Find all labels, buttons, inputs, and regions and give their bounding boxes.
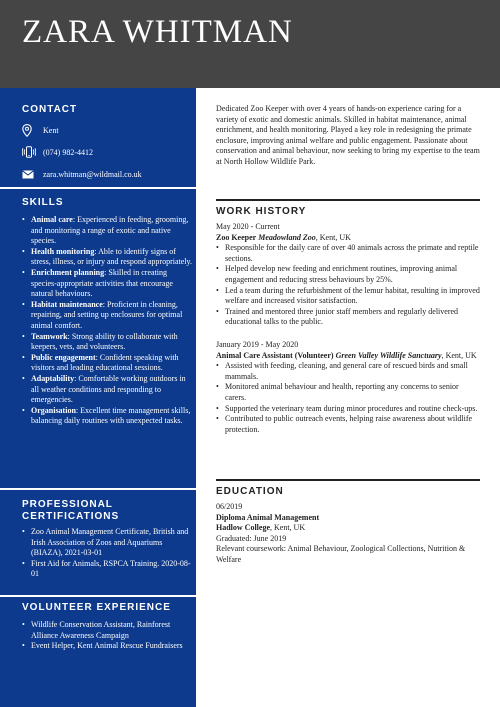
list-item: • Trained and mentored three junior staff members and regularly delivered educational talks to the public. xyxy=(216,307,480,328)
education-coursework: Relevant coursework: Animal Behaviour, Zoological Collections, Nutrition & Welfare xyxy=(216,544,466,564)
list-item: • Helped develop new feeding and enrichment routines, improving animal engagement and reducing stress behaviours by 25%. xyxy=(216,264,480,285)
job-bullets xyxy=(216,243,480,328)
skill-desc: : Able to identify signs of stress, illness, or injury and respond appropriately. xyxy=(31,246,193,267)
certifications-list xyxy=(22,527,194,580)
list-item xyxy=(22,374,194,406)
list-item: • Assisted with feeding, cleaning, and general care of rescued birds and small mammals. xyxy=(216,361,480,382)
skill-name: Animal care xyxy=(31,215,73,224)
skills-section xyxy=(22,197,194,427)
job-employer: Green Valley Wildlife Sanctuary xyxy=(335,350,442,360)
volunteer-list xyxy=(22,620,194,652)
education-school: Hadlow College xyxy=(216,523,270,533)
education-degree: Diploma Animal Management xyxy=(216,512,320,522)
skills-list xyxy=(22,215,194,427)
list-item: • Zoo Animal Management Certificate, British and Irish Association of Zoos and Aquariums (BIAZA), 2021-03-01 xyxy=(22,527,194,559)
skill-desc: : Proficient in cleaning, repairing, and setting up enclosures for optimal animal comfort. xyxy=(31,299,183,330)
candidate-name: ZARA WHITMAN xyxy=(22,14,293,50)
contact-location-text: Kent xyxy=(43,125,59,135)
skill-desc: : Strong ability to collaborate with keepers, vets, and volunteers. xyxy=(31,331,178,352)
education-school-line xyxy=(216,523,480,534)
job-title-line xyxy=(216,233,480,244)
contact-heading: CONTACT xyxy=(22,104,78,115)
certifications-section xyxy=(22,499,194,580)
skill-name: Organisation xyxy=(31,405,76,415)
job-location: , Kent, UK xyxy=(441,350,477,360)
list-item: • First Aid for Animals, RSPCA Training. 2020-08-01 xyxy=(22,559,194,580)
skills-heading: SKILLS xyxy=(22,197,64,208)
sidebar-divider xyxy=(0,187,196,189)
contact-phone-text[interactable]: (074) 982-4412 xyxy=(43,147,93,157)
header-banner xyxy=(0,0,500,88)
work-history-heading: WORK HISTORY xyxy=(216,206,307,217)
phone-icon xyxy=(22,145,40,159)
job-title-line xyxy=(216,351,480,362)
job-bullets xyxy=(216,361,480,435)
sidebar-divider xyxy=(0,488,196,490)
skill-desc: : Comfortable working outdoors in all weather conditions and responding to emergencies. xyxy=(31,373,186,405)
education-graduated: Graduated: June 2019 xyxy=(216,533,287,543)
list-item xyxy=(22,247,194,268)
certifications-heading-line1: PROFESSIONAL xyxy=(22,499,113,510)
skill-name: Habitat maintenance xyxy=(31,299,103,309)
list-item: • Monitored animal behaviour and health, reporting any concerns to senior carers. xyxy=(216,382,480,403)
list-item xyxy=(22,268,194,300)
skill-desc: : Skilled in creating species-appropriate activities that encourage natural behaviours. xyxy=(31,267,173,299)
skill-name: Enrichment planning xyxy=(31,267,105,277)
contact-section xyxy=(22,104,192,185)
skill-name: Public engagement xyxy=(31,352,96,362)
volunteer-section xyxy=(22,602,194,652)
skill-name: Adaptability xyxy=(31,373,75,383)
sidebar-divider xyxy=(0,595,196,597)
list-item: • Wildlife Conservation Assistant, Rainforest Alliance Awareness Campaign xyxy=(22,620,194,641)
certifications-heading xyxy=(22,499,194,523)
job-entry xyxy=(216,340,480,435)
job-dates: May 2020 - Current xyxy=(216,222,280,231)
education-entry xyxy=(216,502,480,566)
list-item: • Contributed to public outreach events, helping raise awareness about wildlife protection. xyxy=(216,414,480,435)
list-item xyxy=(22,300,194,332)
envelope-icon xyxy=(22,167,40,181)
job-employer: Meadowland Zoo xyxy=(258,232,316,242)
section-divider xyxy=(216,479,480,481)
contact-phone xyxy=(22,141,192,163)
education-location: , Kent, UK xyxy=(270,523,306,533)
education-date: 06/2019 xyxy=(216,502,243,511)
skill-desc: : Confident speaking with visitors and leading educational sessions. xyxy=(31,352,179,373)
contact-email xyxy=(22,163,192,185)
skill-name: Health monitoring xyxy=(31,246,95,256)
education-heading: EDUCATION xyxy=(216,486,284,497)
job-role: Animal Care Assistant (Volunteer) xyxy=(216,350,334,360)
skill-name: Teamwork xyxy=(31,331,68,341)
section-divider xyxy=(216,199,480,201)
list-item xyxy=(22,332,194,353)
list-item xyxy=(22,215,194,247)
list-item: • Led a team during the refurbishment of the lemur habitat, resulting in improved welfare and increased visitor satisfaction. xyxy=(216,286,480,307)
job-location: , Kent, UK xyxy=(315,232,351,242)
contact-location xyxy=(22,119,192,141)
contact-email-text[interactable]: zara.whitman@wildmail.co.uk xyxy=(43,169,142,179)
job-dates: January 2019 - May 2020 xyxy=(216,340,299,349)
skill-desc: : Experienced in feeding, grooming, and monitoring a range of exotic and native species. xyxy=(31,215,189,246)
location-pin-icon xyxy=(22,123,40,137)
skill-desc: : Excellent time management skills, balancing daily routines with unexpected tasks. xyxy=(31,405,191,426)
certifications-heading-line2: CERTIFICATIONS xyxy=(22,511,120,522)
list-item xyxy=(22,353,194,374)
list-item: • Responsible for the daily care of over 40 animals across the primate and reptile sections. xyxy=(216,243,480,264)
job-role: Zoo Keeper xyxy=(216,232,257,242)
list-item: • Event Helper, Kent Animal Rescue Fundraisers xyxy=(22,641,194,652)
list-item: • Supported the veterinary team during minor procedures and routine check-ups. xyxy=(216,404,480,415)
volunteer-heading: VOLUNTEER EXPERIENCE xyxy=(22,602,171,613)
list-item xyxy=(22,406,194,427)
professional-summary: Dedicated Zoo Keeper with over 4 years of hands-on experience caring for a variety of exotic and domestic animals. Skilled in habitat maintenance, animal enrichment, and health monitoring. Played a key role in redesigning the primate enclosure, improving animal welfare and public engagement. Passionate about conservation and animal behaviour, now seeking to bring my expertise to the team at North Hollow Wildlife Park. xyxy=(216,104,480,166)
sidebar xyxy=(0,88,196,707)
job-entry xyxy=(216,222,480,328)
